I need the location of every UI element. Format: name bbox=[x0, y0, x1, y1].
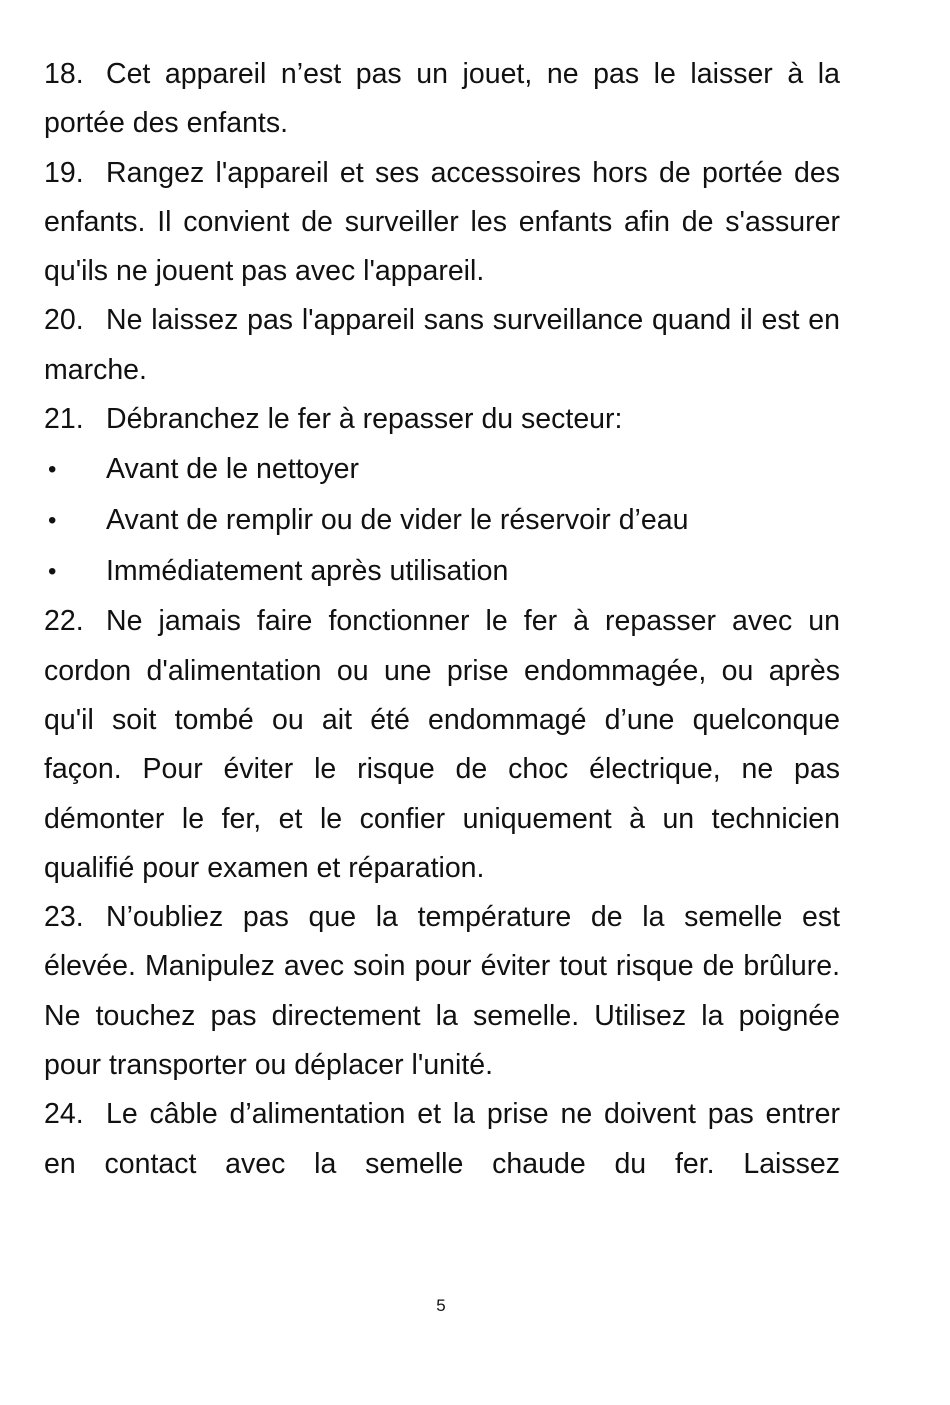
item-text: N’oubliez pas que la température de la semelle est élevée. Manipulez avec soin pour éviter tout risque de brûlure. Ne touchez pas directement la semelle. Utilisez la poignée pour transporter ou déplacer l'unité. bbox=[44, 901, 840, 1082]
bullet-text: Immédiatement après utilisation bbox=[106, 555, 509, 588]
page-number: 5 bbox=[436, 1296, 446, 1315]
bullet-item bbox=[44, 546, 840, 597]
item-text: Débranchez le fer à repasser du secteur: bbox=[106, 403, 623, 436]
bullet-text: Avant de remplir ou de vider le réservoir d’eau bbox=[106, 504, 689, 537]
item-text: Le câble d’alimentation et la prise ne doivent pas entrer en contact avec la semelle chaude du fer. Laissez bbox=[44, 1098, 840, 1180]
list-item-21 bbox=[44, 395, 840, 444]
item-number: 23. bbox=[44, 901, 84, 934]
bullet-text: Avant de le nettoyer bbox=[106, 453, 359, 486]
list-item-19 bbox=[44, 149, 840, 297]
item-text: Ne laissez pas l'appareil sans surveillance quand il est en marche. bbox=[44, 304, 840, 386]
item-number: 24. bbox=[44, 1098, 84, 1131]
item-number: 19. bbox=[44, 156, 84, 189]
item-number: 18. bbox=[44, 58, 84, 90]
list-item-24 bbox=[44, 1090, 840, 1189]
list-item-23 bbox=[44, 893, 840, 1090]
item-text: Rangez l'appareil et ses accessoires hors de portée des enfants. Il convient de surveiller les enfants afin de s'assurer qu'ils ne jouent pas avec l'appareil. bbox=[44, 156, 840, 288]
item-text: Cet appareil n’est pas un jouet, ne pas le laisser à la portée des enfants. bbox=[44, 58, 840, 140]
list-item-20 bbox=[44, 296, 840, 395]
bullet-icon: • bbox=[48, 507, 57, 535]
item-number: 22. bbox=[44, 605, 84, 638]
list-item-22 bbox=[44, 597, 840, 893]
list-item-18 bbox=[44, 50, 840, 149]
bullet-item bbox=[44, 495, 840, 546]
bullet-item bbox=[44, 444, 840, 495]
item-number: 20. bbox=[44, 304, 84, 337]
item-text: Ne jamais faire fonctionner le fer à repasser avec un cordon d'alimentation ou une prise endommagée, ou après qu'il soit tombé ou ait été endommagé d’une quelconque façon. Pour éviter le risque de choc électrique, ne pas démonter le fer, et le confier uniquement à un technicien qualifié pour examen et réparation. bbox=[44, 605, 840, 884]
bullet-icon: • bbox=[48, 558, 57, 586]
document-body bbox=[44, 50, 840, 1189]
bullet-icon: • bbox=[48, 456, 57, 484]
item-number: 21. bbox=[44, 403, 84, 436]
